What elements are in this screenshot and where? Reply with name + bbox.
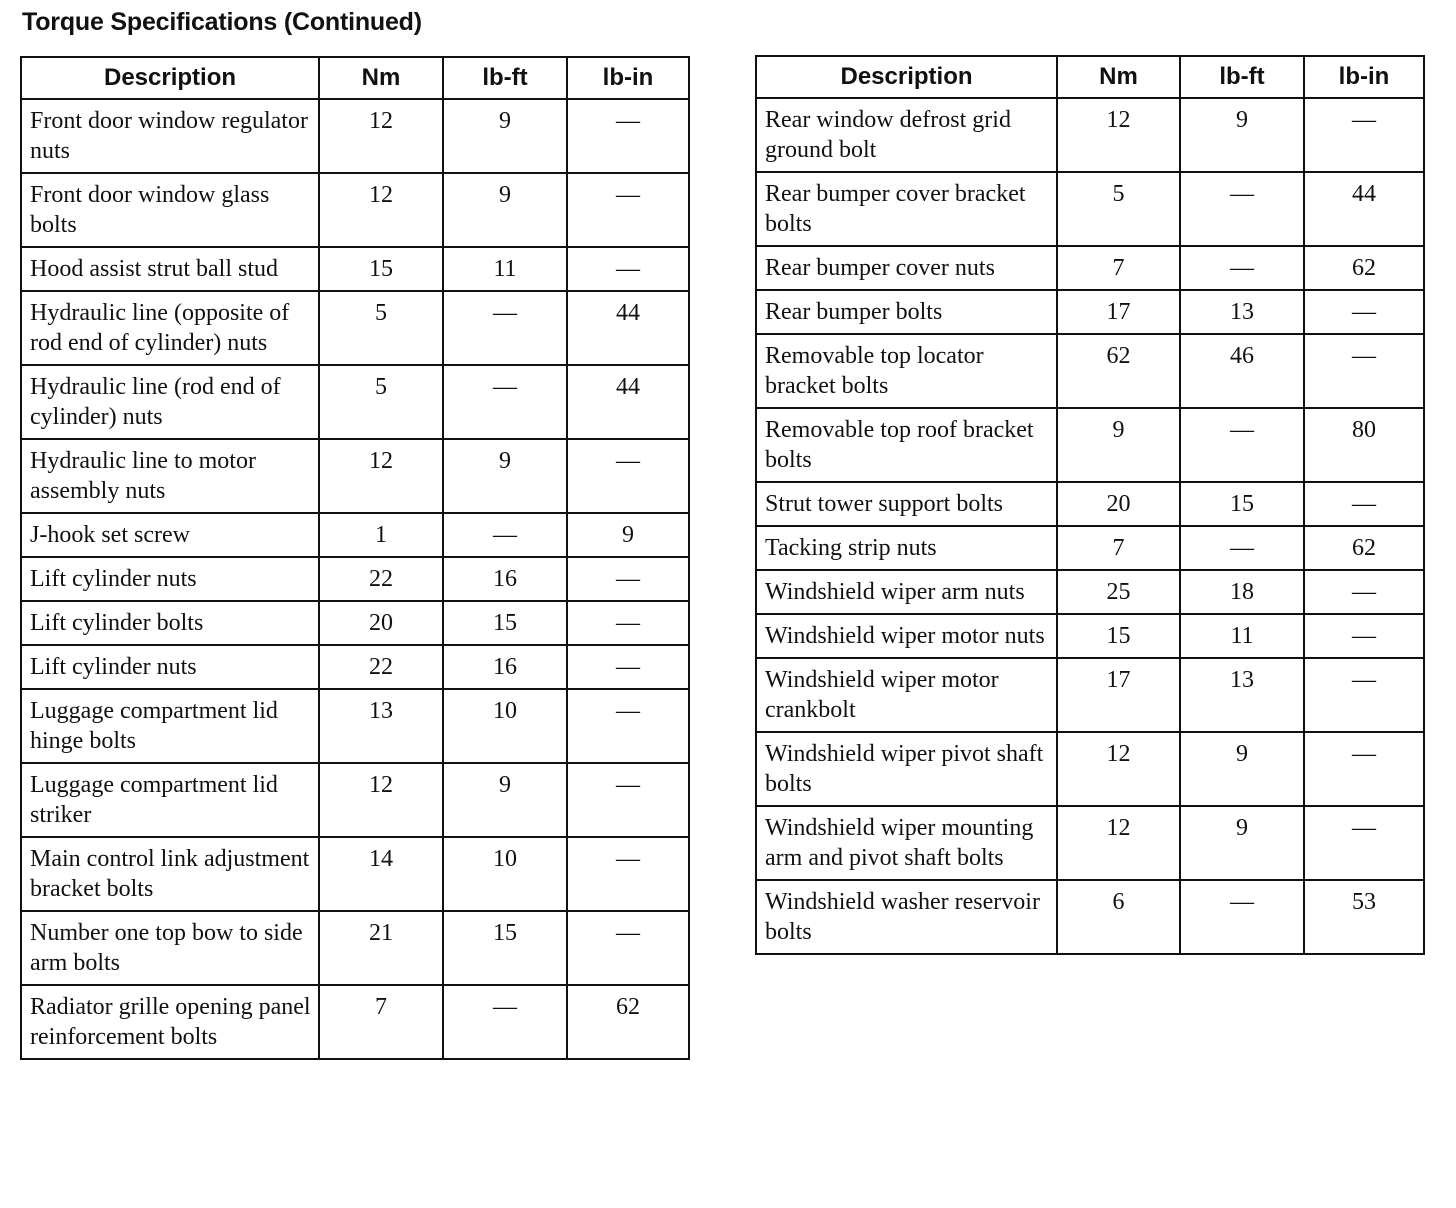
lb-in-cell: 62 — [1304, 526, 1424, 570]
lb-ft-cell: 16 — [443, 645, 567, 689]
description-cell: Hood assist strut ball stud — [21, 247, 319, 291]
description-cell: Radiator grille opening panel reinforcement bolts — [21, 985, 319, 1059]
table-row — [21, 557, 689, 601]
description-cell: Windshield wiper pivot shaft bolts — [756, 732, 1057, 806]
table-row — [756, 806, 1424, 880]
lb-in-cell: — — [567, 601, 689, 645]
lb-in-cell: — — [1304, 98, 1424, 172]
page-title: Torque Specifications (Continued) — [22, 8, 422, 36]
lb-in-cell: — — [1304, 570, 1424, 614]
table-row — [21, 837, 689, 911]
nm-cell: 17 — [1057, 658, 1180, 732]
lb-ft-cell: 16 — [443, 557, 567, 601]
nm-cell: 21 — [319, 911, 443, 985]
description-cell: Windshield wiper mounting arm and pivot shaft bolts — [756, 806, 1057, 880]
nm-cell: 7 — [1057, 246, 1180, 290]
lb-ft-cell: 9 — [1180, 806, 1304, 880]
nm-cell: 12 — [319, 439, 443, 513]
description-cell: Windshield washer reservoir bolts — [756, 880, 1057, 954]
nm-cell: 17 — [1057, 290, 1180, 334]
description-cell: Luggage compartment lid striker — [21, 763, 319, 837]
column-header-nm: Nm — [319, 57, 443, 99]
description-cell: Main control link adjustment bracket bolts — [21, 837, 319, 911]
description-cell: Rear window defrost grid ground bolt — [756, 98, 1057, 172]
description-cell: Rear bumper bolts — [756, 290, 1057, 334]
lb-in-cell: — — [1304, 658, 1424, 732]
lb-in-cell: — — [567, 837, 689, 911]
lb-in-cell: — — [567, 689, 689, 763]
table-row — [21, 689, 689, 763]
table-row — [21, 911, 689, 985]
table-row — [756, 98, 1424, 172]
lb-in-cell: — — [1304, 482, 1424, 526]
table-row — [21, 513, 689, 557]
lb-in-cell: — — [1304, 806, 1424, 880]
description-cell: Rear bumper cover bracket bolts — [756, 172, 1057, 246]
lb-ft-cell: — — [443, 513, 567, 557]
lb-ft-cell: — — [1180, 246, 1304, 290]
table-row — [756, 408, 1424, 482]
nm-cell: 22 — [319, 645, 443, 689]
lb-ft-cell: 9 — [443, 99, 567, 173]
nm-cell: 7 — [319, 985, 443, 1059]
lb-ft-cell: 10 — [443, 837, 567, 911]
lb-in-cell: — — [1304, 614, 1424, 658]
nm-cell: 12 — [319, 99, 443, 173]
lb-ft-cell: 9 — [1180, 98, 1304, 172]
nm-cell: 15 — [319, 247, 443, 291]
torque-table-right — [755, 55, 1425, 955]
lb-in-cell: — — [567, 911, 689, 985]
lb-ft-cell: 9 — [1180, 732, 1304, 806]
lb-ft-cell: 10 — [443, 689, 567, 763]
column-header-lb-in: lb-in — [1304, 56, 1424, 98]
lb-ft-cell: — — [443, 291, 567, 365]
table-body — [21, 99, 689, 1059]
nm-cell: 7 — [1057, 526, 1180, 570]
column-header-lb-ft: lb-ft — [443, 57, 567, 99]
nm-cell: 9 — [1057, 408, 1180, 482]
nm-cell: 62 — [1057, 334, 1180, 408]
lb-ft-cell: 9 — [443, 173, 567, 247]
description-cell: Lift cylinder bolts — [21, 601, 319, 645]
nm-cell: 25 — [1057, 570, 1180, 614]
table-row — [21, 291, 689, 365]
table-row — [756, 526, 1424, 570]
nm-cell: 12 — [319, 763, 443, 837]
table-row — [756, 246, 1424, 290]
nm-cell: 22 — [319, 557, 443, 601]
table-row — [756, 732, 1424, 806]
table-row — [756, 290, 1424, 334]
lb-in-cell: — — [567, 99, 689, 173]
lb-ft-cell: 18 — [1180, 570, 1304, 614]
table-row — [21, 99, 689, 173]
nm-cell: 6 — [1057, 880, 1180, 954]
lb-ft-cell: — — [443, 985, 567, 1059]
description-cell: Windshield wiper motor crankbolt — [756, 658, 1057, 732]
lb-ft-cell: 46 — [1180, 334, 1304, 408]
table-row — [21, 439, 689, 513]
nm-cell: 15 — [1057, 614, 1180, 658]
table-row — [21, 763, 689, 837]
description-cell: Number one top bow to side arm bolts — [21, 911, 319, 985]
description-cell: Front door window glass bolts — [21, 173, 319, 247]
nm-cell: 5 — [319, 291, 443, 365]
lb-in-cell: — — [567, 557, 689, 601]
description-cell: Lift cylinder nuts — [21, 557, 319, 601]
torque-table-left — [20, 56, 690, 1060]
description-cell: Hydraulic line (opposite of rod end of cylinder) nuts — [21, 291, 319, 365]
lb-in-cell: 80 — [1304, 408, 1424, 482]
table-row — [756, 570, 1424, 614]
table-body — [756, 98, 1424, 954]
lb-in-cell: — — [567, 247, 689, 291]
table-row — [756, 334, 1424, 408]
description-cell: Hydraulic line to motor assembly nuts — [21, 439, 319, 513]
lb-in-cell: 44 — [567, 365, 689, 439]
description-cell: Hydraulic line (rod end of cylinder) nuts — [21, 365, 319, 439]
table-row — [756, 172, 1424, 246]
table-row — [756, 482, 1424, 526]
column-header-description: Description — [21, 57, 319, 99]
nm-cell: 1 — [319, 513, 443, 557]
lb-ft-cell: 15 — [443, 911, 567, 985]
lb-ft-cell: 15 — [443, 601, 567, 645]
nm-cell: 14 — [319, 837, 443, 911]
description-cell: Front door window regulator nuts — [21, 99, 319, 173]
column-header-lb-in: lb-in — [567, 57, 689, 99]
description-cell: Tacking strip nuts — [756, 526, 1057, 570]
lb-ft-cell: 11 — [443, 247, 567, 291]
table-header-row — [756, 56, 1424, 98]
table-row — [756, 658, 1424, 732]
description-cell: Removable top locator bracket bolts — [756, 334, 1057, 408]
column-header-lb-ft: lb-ft — [1180, 56, 1304, 98]
column-header-nm: Nm — [1057, 56, 1180, 98]
lb-ft-cell: 9 — [443, 439, 567, 513]
nm-cell: 13 — [319, 689, 443, 763]
nm-cell: 20 — [319, 601, 443, 645]
description-cell: Windshield wiper motor nuts — [756, 614, 1057, 658]
lb-ft-cell: 13 — [1180, 290, 1304, 334]
lb-in-cell: 44 — [1304, 172, 1424, 246]
nm-cell: 12 — [1057, 98, 1180, 172]
lb-in-cell: — — [567, 763, 689, 837]
lb-ft-cell: — — [1180, 172, 1304, 246]
lb-ft-cell: 9 — [443, 763, 567, 837]
lb-in-cell: 9 — [567, 513, 689, 557]
lb-in-cell: — — [567, 173, 689, 247]
description-cell: J-hook set screw — [21, 513, 319, 557]
description-cell: Rear bumper cover nuts — [756, 246, 1057, 290]
lb-in-cell: — — [567, 645, 689, 689]
lb-ft-cell: — — [443, 365, 567, 439]
lb-ft-cell: — — [1180, 526, 1304, 570]
lb-in-cell: — — [1304, 334, 1424, 408]
table-row — [21, 601, 689, 645]
table-row — [756, 614, 1424, 658]
table-header-row — [21, 57, 689, 99]
table-row — [756, 880, 1424, 954]
lb-in-cell: — — [567, 439, 689, 513]
nm-cell: 5 — [1057, 172, 1180, 246]
description-cell: Removable top roof bracket bolts — [756, 408, 1057, 482]
table-row — [21, 247, 689, 291]
description-cell: Lift cylinder nuts — [21, 645, 319, 689]
table-row — [21, 173, 689, 247]
lb-ft-cell: 11 — [1180, 614, 1304, 658]
lb-in-cell: 44 — [567, 291, 689, 365]
lb-in-cell: — — [1304, 290, 1424, 334]
nm-cell: 20 — [1057, 482, 1180, 526]
nm-cell: 5 — [319, 365, 443, 439]
table-row — [21, 645, 689, 689]
description-cell: Windshield wiper arm nuts — [756, 570, 1057, 614]
table-row — [21, 365, 689, 439]
column-header-description: Description — [756, 56, 1057, 98]
lb-ft-cell: 15 — [1180, 482, 1304, 526]
lb-in-cell: 62 — [1304, 246, 1424, 290]
description-cell: Strut tower support bolts — [756, 482, 1057, 526]
nm-cell: 12 — [319, 173, 443, 247]
description-cell: Luggage compartment lid hinge bolts — [21, 689, 319, 763]
nm-cell: 12 — [1057, 732, 1180, 806]
table-row — [21, 985, 689, 1059]
lb-in-cell: 62 — [567, 985, 689, 1059]
lb-ft-cell: 13 — [1180, 658, 1304, 732]
lb-in-cell: 53 — [1304, 880, 1424, 954]
lb-ft-cell: — — [1180, 880, 1304, 954]
lb-ft-cell: — — [1180, 408, 1304, 482]
lb-in-cell: — — [1304, 732, 1424, 806]
nm-cell: 12 — [1057, 806, 1180, 880]
